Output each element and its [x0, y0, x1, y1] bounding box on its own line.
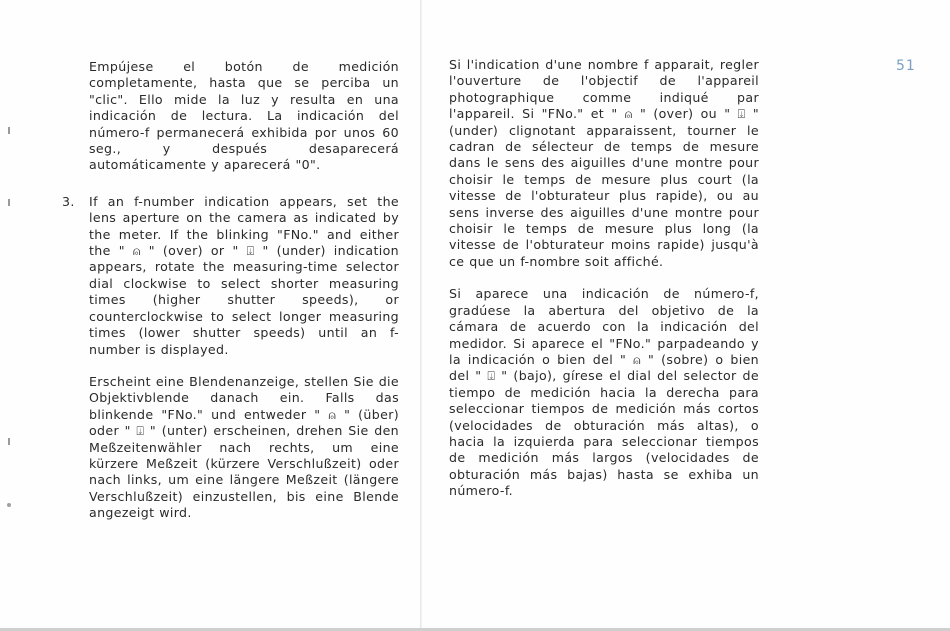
- paragraph-es-intro: Empújese el botón de medición completamente, hasta que se perciba un "clic". Ello mide la luz y resulta en una indicación de lectura. La indicación del número-f permanecerá exhibida por unos 60 seg., y después desaparecerá automáticamente y aparecerá "0".: [89, 59, 399, 173]
- page-number: 51: [896, 58, 916, 74]
- left-column: [62, 59, 399, 522]
- paragraph-fr: Si l'indication d'une nombre f apparait, regler l'ouverture de l'objectif de l'appareil photographique comme indiqué par l'appareil. Si "FNo." et " ⍝ " (over) ou " ⍗ " (under) clignotant apparaissent, tourner le cadran de sélecteur de temps de mesure dans le sens des aiguilles d'une montre pour choisir le temps de mesure plus court (la vitesse de l'obturateur plus rapide), ou au sens inverse des aiguilles d'une montre pour choisir le temps de mesure plus long (la vitesse de l'obturateur moins rapide) jusqu'à ce que un f-nombre soit affiché.: [449, 57, 759, 269]
- paragraph-es: Si aparece una indicación de número-f, gradúese la abertura del objetivo de la cámara de acuerdo con la indicación del medidor. Si aparece el "FNo." parpadeando y la indicación o bien del " ⍝ " (sobre) o bien del " ⍗ " (bajo), gírese el dial del selector de tiempo de medición hacia la derecha para seleccionar tiempos de medición más cortos (velocidades de obturación más altas), o hacia la izquierda para seleccionar tiempos de medición más largos (velocidades de obturación más bajas) hasta se exhiba un número-f.: [449, 286, 759, 499]
- list-number: 3.: [62, 193, 75, 209]
- list-item-3: [62, 193, 399, 358]
- binding-dot: [7, 503, 11, 507]
- page-gutter: [420, 0, 422, 631]
- binding-mark: [8, 438, 10, 445]
- binding-mark: [8, 127, 10, 134]
- right-column: [449, 57, 759, 500]
- paragraph-en: If an f-number indication appears, set the lens aperture on the camera as indicated by the meter. If the blinking "FNo." and either the " ⍝ " (over) or " ⍗ " (under) indication appears, rotate the measuring-time selector dial clockwise to select shorter measuring times (higher shutter speeds), or counterclockwise to select longer measuring times (lower shutter speeds) until an f-number is displayed.: [89, 193, 399, 357]
- paragraph-de: Erscheint eine Blendenanzeige, stellen Sie die Objektivblende danach ein. Falls das blinkende "FNo." und entweder " ⍝ " (über) oder " ⍗ " (unter) erscheinen, drehen Sie den Meßzeitenwähler nach rechts, um eine kürzere Meßzeit (kürzere Verschlußzeit) oder nach links, um eine längere Meßzeit (längere Verschlußzeit) einzustellen, bis eine Blende angezeigt wird.: [89, 373, 399, 521]
- binding-mark: [8, 199, 10, 206]
